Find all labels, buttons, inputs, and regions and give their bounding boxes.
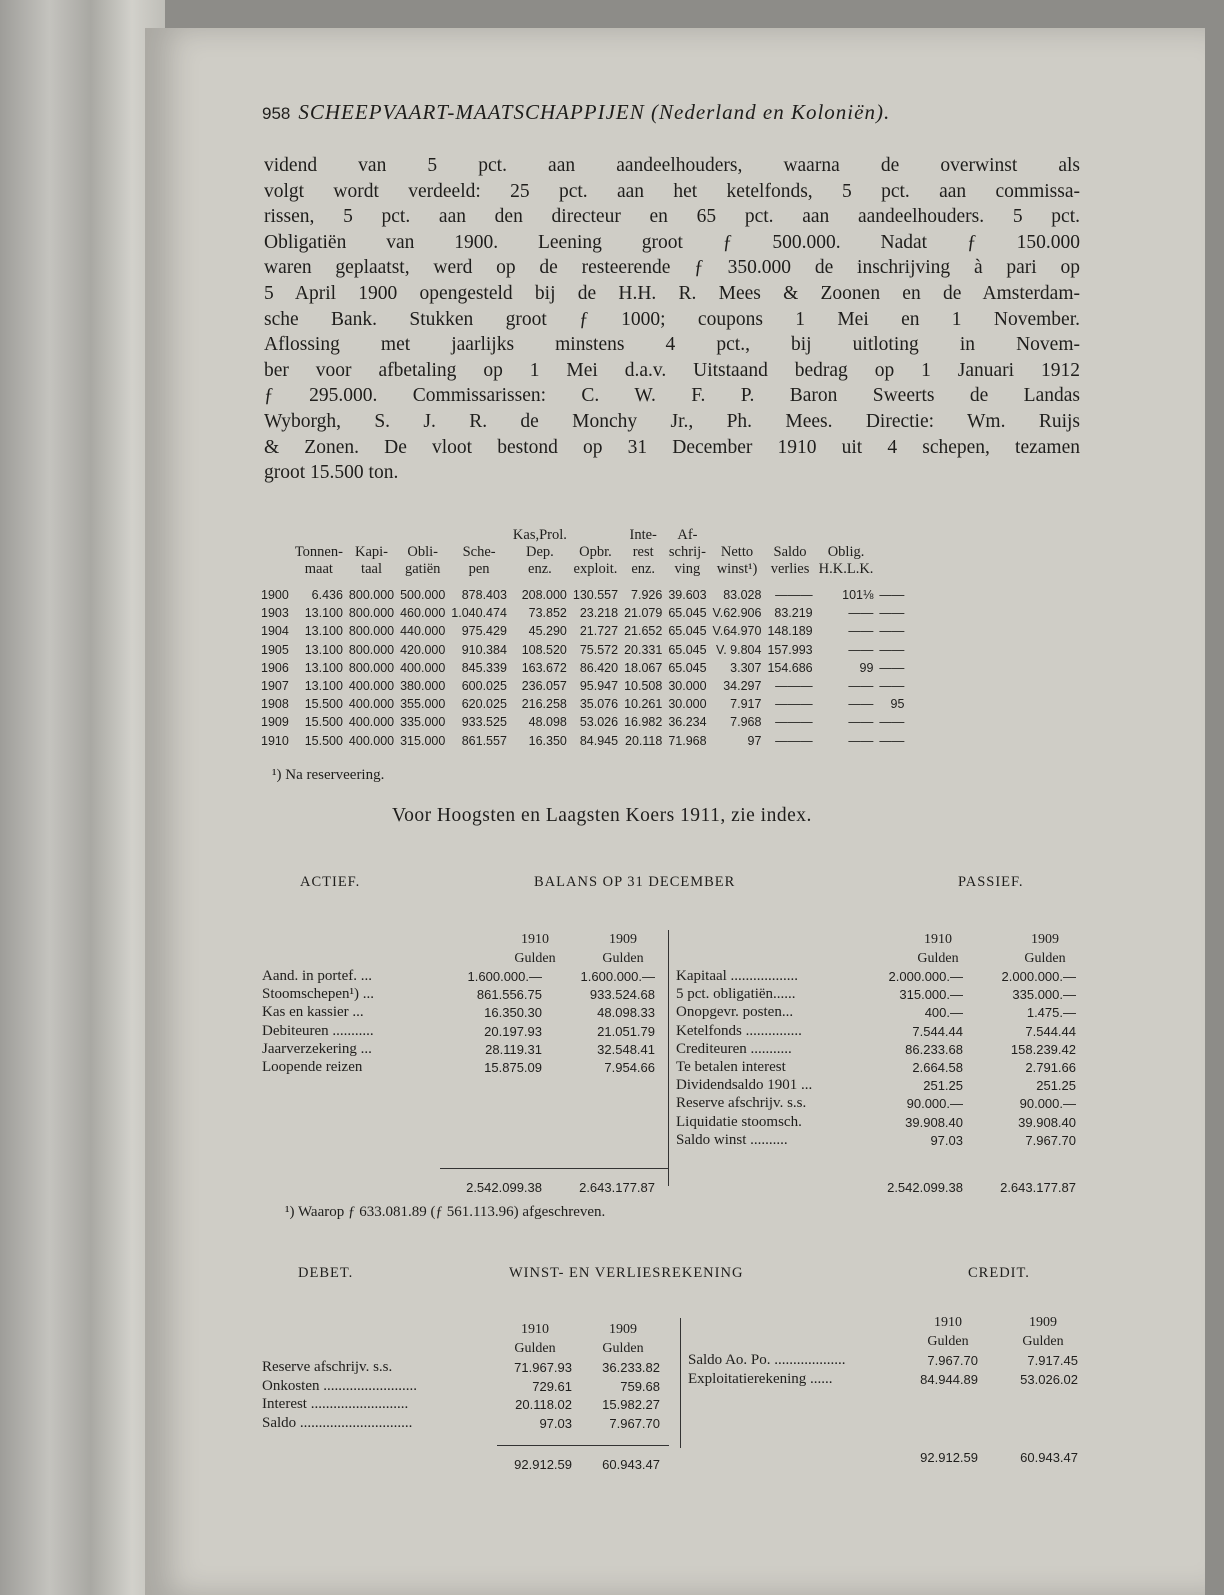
stats-header-cell — [764, 527, 815, 544]
table-cell: 130.557 — [572, 588, 619, 602]
table-cell: 1903 — [261, 606, 289, 621]
table-cell: 800.000 — [348, 606, 395, 621]
table-cell: 7.926 — [631, 588, 663, 602]
table-cell: 7.917 — [730, 697, 762, 712]
winst-debet-cur-1910: Gulden — [514, 1341, 556, 1356]
debet-row-value: 15.982.27 — [602, 1397, 660, 1412]
stats-header-cell: Inte- — [629, 527, 657, 543]
table-row — [258, 604, 907, 622]
passief-row-value: 2.664.58 — [912, 1060, 963, 1075]
paragraph-line: volgt wordt verdeeld: 25 pct. aan het ketelfonds, 5 pct. aan commissa- — [264, 180, 1080, 202]
table-cell: 20.118 — [625, 733, 663, 748]
stats-header-cell: Kas,Prol. — [512, 527, 567, 543]
table-cell: —— — [879, 715, 905, 730]
table-cell: V.64.970 — [712, 624, 762, 639]
passief-row-value: 39.908.40 — [1018, 1114, 1076, 1130]
table-cell: 84.945 — [579, 733, 619, 748]
table-row — [258, 659, 907, 677]
table-cell: 7.968 — [730, 715, 762, 730]
actief-row-label: Stoomschepen¹) ... — [262, 986, 374, 1003]
passief-row-value: 315.000.— — [899, 987, 963, 1003]
table-cell: ——— — [775, 679, 813, 694]
stats-header-cell: Kapi- — [355, 544, 389, 560]
actief-row-value: 32.548.41 — [597, 1041, 655, 1057]
stats-header-cell: rest — [632, 544, 654, 560]
passief-row-value: 90.000.— — [1019, 1096, 1076, 1112]
passief-row-label: Onopgevr. posten... — [676, 1004, 794, 1021]
table-cell: —— — [879, 660, 905, 675]
table-cell: 400.000 — [348, 715, 395, 730]
table-cell: 13.100 — [304, 679, 343, 694]
table-cell: 355.000 — [400, 697, 446, 712]
winst-credit-total-1909: 60.943.47 — [1020, 1450, 1078, 1465]
paragraph-line: & Zonen. De vloot bestond op 31 December 1910 uit 4 schepen, tezamen — [264, 436, 1080, 458]
balans-actief-cur-1910: Gulden — [514, 951, 556, 966]
table-cell: 216.258 — [521, 697, 567, 712]
table-cell: V. 9.804 — [716, 642, 762, 657]
table-cell: 13.100 — [304, 642, 343, 657]
table-cell: 600.025 — [461, 679, 507, 694]
table-cell: 1907 — [261, 679, 289, 694]
passief-row-value: 400.— — [924, 1005, 963, 1021]
table-cell: 861.557 — [461, 733, 507, 748]
passief-row-value: 2.791.66 — [1025, 1060, 1076, 1075]
balans-divider — [668, 930, 669, 1186]
table-cell: 3.307 — [730, 660, 762, 675]
stats-header-cell — [876, 527, 907, 544]
stats-header-cell: Sche- — [462, 544, 496, 560]
table-cell: 163.672 — [521, 660, 567, 675]
table-cell: 440.000 — [400, 624, 446, 639]
winst-debet-total-rule — [497, 1445, 669, 1446]
debet-row-value: 36.233.82 — [602, 1360, 660, 1375]
debet-row-value: 759.68 — [620, 1378, 660, 1394]
paragraph-line: ƒ 295.000. Commissarissen: C. W. F. P. Baron Sweerts de Landas — [264, 385, 1080, 407]
debet-row-value: 20.118.02 — [515, 1397, 572, 1412]
passief-row-label: Liquidatie stoomsch. — [676, 1113, 802, 1130]
passief-row-label: 5 pct. obligatiën...... — [676, 986, 796, 1003]
passief-row-value: 97.03 — [930, 1132, 963, 1148]
actief-row-label: Aand. in portef. ... — [262, 968, 372, 984]
actief-row-value: 15.875.09 — [484, 1060, 542, 1075]
stats-header-cell: Opbr. — [579, 544, 612, 560]
table-cell: 1910 — [261, 733, 289, 748]
actief-row-value: 7.954.66 — [604, 1060, 655, 1075]
paragraph-line: Obligatiën van 1900. Leening groot ƒ 500.000. Nadat ƒ 150.000 — [264, 231, 1080, 253]
table-cell: 1900 — [261, 588, 289, 602]
stats-header-cell — [876, 561, 907, 578]
stats-header-cell — [292, 527, 346, 544]
book-edge — [0, 0, 165, 1595]
stats-header-cell: verlies — [770, 561, 810, 577]
table-cell: ——— — [775, 697, 813, 712]
table-row — [258, 732, 907, 750]
passief-row-value: 158.239.42 — [1010, 1041, 1076, 1057]
passief-row-value: 7.544.44 — [1025, 1023, 1076, 1039]
table-cell: 975.429 — [461, 624, 507, 639]
balans-passief-year-1910: 1910 — [924, 932, 952, 947]
table-cell: 910.384 — [461, 642, 507, 657]
stats-header-row — [258, 561, 907, 578]
table-cell: 335.000 — [400, 715, 446, 730]
winst-debet-cur-1909: Gulden — [602, 1341, 644, 1356]
debet-row-value: 7.967.70 — [609, 1415, 660, 1431]
passief-row-label: Crediteuren ........... — [676, 1040, 792, 1057]
table-cell: 6.436 — [311, 588, 343, 602]
actief-row-value: 1.600.000.— — [467, 969, 542, 984]
balans-actief-total-1909: 2.643.177.87 — [579, 1180, 655, 1195]
credit-row-label: Exploitatierekening ...... — [688, 1370, 833, 1387]
debet-row-label: Interest .......................... — [262, 1396, 409, 1412]
table-cell: —— — [848, 642, 874, 657]
table-cell: 800.000 — [348, 660, 395, 675]
credit-row-value: 84.944.89 — [920, 1371, 978, 1387]
page-header — [262, 100, 890, 125]
table-cell: 16.350 — [528, 733, 567, 748]
table-cell: 400.000 — [348, 733, 395, 748]
table-cell: 15.500 — [304, 715, 343, 730]
table-cell: 73.852 — [528, 606, 567, 621]
table-cell: 800.000 — [348, 642, 395, 657]
table-cell: 10.508 — [624, 679, 663, 694]
table-cell: 933.525 — [461, 715, 507, 730]
statistics-table — [258, 527, 907, 750]
stats-header-cell — [448, 527, 510, 544]
table-cell: 420.000 — [400, 642, 446, 657]
winst-debet-title: DEBET. — [298, 1265, 354, 1281]
stats-header-cell: H.K.L.K. — [818, 561, 874, 577]
paragraph-line: rissen, 5 pct. aan den directeur en 65 pct. aan aandeelhouders. 5 pct. — [264, 206, 1080, 228]
passief-row-label: Saldo winst .......... — [676, 1131, 788, 1148]
table-cell: ——— — [775, 733, 813, 748]
actief-row-value: 21.051.79 — [597, 1023, 655, 1039]
passief-row-value: 90.000.— — [906, 1096, 963, 1112]
actief-row-value: 861.556.75 — [476, 987, 542, 1003]
table-cell: 1909 — [261, 715, 289, 730]
passief-row-label: Kapitaal .................. — [676, 968, 799, 984]
stats-header-cell: Dep. — [526, 544, 554, 560]
balans-passief-total-1910: 2.542.099.38 — [887, 1180, 963, 1195]
table-cell: 20.331 — [624, 642, 663, 657]
table-cell: 236.057 — [521, 679, 567, 694]
stats-header-cell: gatiën — [404, 561, 441, 577]
table-cell: 1906 — [261, 660, 289, 675]
credit-row-value: 53.026.02 — [1020, 1371, 1078, 1387]
paragraph-line: waren geplaatst, werd op de resteerende ƒ 350.000 de inschrijving à pari op — [264, 257, 1080, 279]
page-number: 958 — [262, 104, 291, 123]
stats-header-cell: enz. — [631, 561, 656, 577]
stats-header-cell — [710, 527, 765, 544]
table-cell: 35.076 — [579, 697, 619, 712]
stats-header-cell: ving — [674, 561, 701, 577]
table-cell: 21.727 — [579, 624, 619, 639]
paragraph-line: groot 15.500 ton. — [264, 462, 399, 484]
table-cell: 800.000 — [348, 588, 395, 602]
balans-title: BALANS OP 31 DECEMBER — [534, 874, 736, 890]
stats-footnote: ¹) Na reserveering. — [272, 767, 385, 783]
balans-actief-total-rule — [440, 1168, 668, 1169]
actief-row-value: 48.098.33 — [597, 1005, 655, 1021]
balans-passief-cur-1910: Gulden — [917, 951, 959, 966]
table-cell: 65.045 — [668, 642, 707, 657]
table-cell: 83.028 — [723, 588, 762, 602]
table-cell: 157.993 — [767, 642, 813, 657]
table-cell: —— — [879, 733, 905, 748]
winst-credit-year-1909: 1909 — [1029, 1315, 1057, 1330]
passief-row-value: 7.967.70 — [1025, 1132, 1076, 1148]
paragraph-line: Aflossing met jaarlijks minstens 4 pct., bij uitloting in Novem- — [264, 334, 1080, 356]
paragraph-line: 5 April 1900 opengesteld bij de H.H. R. Mees & Zoonen en de Amsterdam- — [264, 282, 1080, 304]
winst-credit-cur-1909: Gulden — [1022, 1334, 1064, 1349]
table-cell: 878.403 — [461, 588, 507, 602]
stats-header-cell: winst¹) — [716, 561, 758, 577]
stats-header-row — [258, 544, 907, 561]
table-cell: 30.000 — [668, 697, 707, 712]
passief-row-value: 7.544.44 — [912, 1023, 963, 1039]
actief-row-value: 933.524.68 — [589, 987, 655, 1003]
table-cell: 208.000 — [521, 588, 567, 602]
stats-header-cell: Oblig. — [827, 544, 865, 560]
table-cell: 15.500 — [304, 733, 343, 748]
table-cell: ——— — [775, 715, 813, 730]
balans-actief-total-1910: 2.542.099.38 — [466, 1180, 542, 1195]
company-description — [264, 153, 1080, 486]
table-cell: 71.968 — [668, 733, 707, 748]
table-cell: 36.234 — [668, 715, 707, 730]
balans-actief-year-1910: 1910 — [521, 932, 549, 947]
table-cell: 1.040.474 — [451, 606, 507, 621]
table-cell: 400.000 — [400, 660, 446, 675]
paragraph-line: sche Bank. Stukken groot ƒ 1000; coupons 1 Mei en 1 November. — [264, 308, 1080, 330]
table-cell: 10.261 — [624, 697, 663, 712]
paragraph-line: ber voor afbetaling op 1 Mei d.a.v. Uitstaand bedrag op 1 Januari 1912 — [264, 359, 1080, 381]
paragraph-line: Wyborgh, S. J. R. de Monchy Jr., Ph. Mees. Directie: Wm. Ruijs — [264, 410, 1080, 432]
table-cell: 620.025 — [461, 697, 507, 712]
balans-actief-year-1909: 1909 — [609, 932, 637, 947]
actief-row-label: Kas en kassier ... — [262, 1004, 364, 1021]
table-cell: 1905 — [261, 642, 289, 657]
credit-row-value: 7.967.70 — [927, 1353, 978, 1368]
balans-actief-cur-1909: Gulden — [602, 951, 644, 966]
table-cell: ——— — [775, 588, 813, 602]
winst-debet-year-1909: 1909 — [609, 1322, 637, 1337]
stats-header-cell: Saldo — [773, 544, 807, 560]
passief-row-value: 39.908.40 — [905, 1114, 963, 1130]
table-cell: 97 — [747, 733, 762, 748]
table-cell: 500.000 — [400, 588, 446, 602]
table-cell: 95 — [890, 697, 905, 712]
table-cell: 13.100 — [304, 624, 343, 639]
table-row — [258, 586, 907, 604]
stats-header-cell: enz. — [528, 561, 552, 577]
table-cell: 1908 — [261, 697, 289, 712]
table-cell: 21.652 — [624, 624, 663, 639]
winst-credit-title: CREDIT. — [968, 1265, 1030, 1281]
balans-passief-title: PASSIEF. — [958, 874, 1024, 890]
table-cell: —— — [879, 679, 905, 694]
table-cell: —— — [848, 697, 874, 712]
paragraph-line: vidend van 5 pct. aan aandeelhouders, waarna de overwinst als — [264, 155, 1080, 176]
table-row — [258, 641, 907, 659]
actief-row-label: Debiteuren ........... — [262, 1022, 374, 1039]
credit-row-label: Saldo Ao. Po. ................... — [688, 1352, 846, 1368]
table-cell: 86.420 — [579, 660, 619, 675]
winst-debet-total-1910: 92.912.59 — [514, 1457, 572, 1472]
debet-row-label: Reserve afschrijv. s.s. — [262, 1359, 393, 1375]
table-cell: 108.520 — [521, 642, 567, 657]
table-cell: 23.218 — [579, 606, 619, 621]
table-row — [258, 713, 907, 731]
table-cell: —— — [848, 733, 874, 748]
winst-credit-year-1910: 1910 — [934, 1315, 962, 1330]
table-row — [258, 622, 907, 640]
stats-header-cell: Af- — [677, 527, 698, 543]
koers-note: Voor Hoogsten en Laagsten Koers 1911, zie index. — [392, 805, 812, 826]
table-cell: 18.067 — [624, 660, 663, 675]
winst-debet-total-1909: 60.943.47 — [602, 1457, 660, 1472]
winst-debet-year-1910: 1910 — [521, 1322, 549, 1337]
table-cell: 34.297 — [723, 679, 762, 694]
actief-row-label: Jaarverzekering ... — [262, 1040, 372, 1057]
stats-header-cell: schrij- — [668, 544, 706, 560]
table-cell: 65.045 — [668, 624, 707, 639]
table-cell: 13.100 — [304, 660, 343, 675]
table-cell: —— — [848, 715, 874, 730]
table-cell: 460.000 — [400, 606, 446, 621]
stats-header-cell — [876, 544, 907, 561]
stats-header-cell: Netto — [720, 544, 754, 560]
stats-header-cell — [258, 561, 292, 578]
debet-row-value: 71.967.93 — [514, 1360, 572, 1375]
table-cell: 16.982 — [624, 715, 663, 730]
actief-row-value: 28.119.31 — [485, 1041, 542, 1057]
table-cell: V.62.906 — [712, 606, 762, 621]
balans-actief-title: ACTIEF. — [300, 874, 361, 890]
passief-row-value: 2.000.000.— — [888, 969, 963, 984]
passief-row-value: 86.233.68 — [905, 1041, 963, 1057]
table-cell: 21.079 — [624, 606, 663, 621]
table-cell: 400.000 — [348, 697, 395, 712]
stats-header-cell: taal — [361, 561, 382, 577]
passief-row-value: 251.25 — [1036, 1078, 1076, 1094]
passief-row-label: Te betalen interest — [676, 1059, 786, 1075]
stats-header-cell — [346, 527, 397, 544]
table-row — [258, 695, 907, 713]
actief-row-label: Loopende reizen — [262, 1059, 363, 1075]
stats-header-cell — [258, 527, 292, 544]
stats-header-row — [258, 527, 907, 544]
winst-title: WINST- EN VERLIESREKENING — [509, 1265, 744, 1281]
debet-row-label: Onkosten ......................... — [262, 1377, 417, 1394]
balans-footnote: ¹) Waarop ƒ 633.081.89 (ƒ 561.113.96) afgeschreven. — [285, 1204, 606, 1220]
table-cell: —— — [879, 642, 905, 657]
table-cell: 53.026 — [579, 715, 619, 730]
passief-row-label: Dividendsaldo 1901 ... — [676, 1077, 813, 1094]
winst-divider — [680, 1318, 681, 1448]
table-cell: 83.219 — [774, 606, 813, 621]
table-cell: 75.572 — [579, 642, 619, 657]
table-cell: 95.947 — [579, 679, 619, 694]
passief-row-value: 251.25 — [923, 1078, 963, 1094]
actief-row-value: 16.350.30 — [484, 1005, 542, 1021]
credit-row-value: 7.917.45 — [1027, 1353, 1078, 1368]
table-cell: 15.500 — [304, 697, 343, 712]
passief-row-label: Reserve afschrijv. s.s. — [676, 1095, 807, 1112]
stats-spacer-row — [258, 578, 907, 586]
table-cell: —— — [848, 679, 874, 694]
balans-passief-year-1909: 1909 — [1031, 932, 1059, 947]
stats-header-cell: pen — [468, 561, 490, 577]
passief-row-value: 1.475.— — [1026, 1005, 1076, 1021]
debet-row-value: 729.61 — [532, 1378, 572, 1394]
stats-header-cell: Tonnen- — [294, 544, 343, 560]
table-cell: 315.000 — [400, 733, 446, 748]
stats-header-cell: exploit. — [573, 561, 618, 577]
table-row — [258, 677, 907, 695]
stats-header-cell — [397, 527, 448, 544]
table-cell: —— — [879, 588, 905, 602]
stats-header-cell: maat — [304, 561, 333, 577]
table-cell: 39.603 — [668, 588, 707, 602]
actief-row-value: 1.600.000.— — [580, 969, 655, 984]
stats-header-cell: Obli- — [407, 544, 438, 560]
table-cell: 65.045 — [668, 660, 707, 675]
balans-passief-cur-1909: Gulden — [1024, 951, 1066, 966]
table-cell: 13.100 — [304, 606, 343, 621]
debet-row-value: 97.03 — [539, 1415, 572, 1431]
table-cell: 99 — [859, 660, 874, 675]
debet-row-label: Saldo .............................. — [262, 1414, 413, 1431]
balans-passief-total-1909: 2.643.177.87 — [1000, 1180, 1076, 1195]
actief-row-value: 20.197.93 — [484, 1023, 542, 1039]
passief-row-label: Ketelfonds ............... — [676, 1022, 802, 1039]
table-cell: 65.045 — [668, 606, 707, 621]
stats-header-cell — [816, 527, 877, 544]
table-cell: 1904 — [261, 624, 289, 639]
table-cell: 800.000 — [348, 624, 395, 639]
table-cell: 400.000 — [348, 679, 395, 694]
winst-credit-total-1910: 92.912.59 — [920, 1450, 978, 1465]
table-cell: 845.339 — [461, 660, 507, 675]
stats-header-cell — [570, 527, 621, 544]
winst-credit-cur-1910: Gulden — [927, 1334, 969, 1349]
table-cell: 101⅛ — [842, 588, 874, 602]
table-cell: 48.098 — [528, 715, 567, 730]
table-cell: 154.686 — [767, 660, 813, 675]
table-cell: —— — [879, 606, 905, 621]
stats-header-cell — [258, 544, 292, 561]
table-cell: —— — [879, 624, 905, 639]
table-cell: 45.290 — [528, 624, 567, 639]
table-cell: 30.000 — [668, 679, 707, 694]
table-cell: —— — [848, 606, 874, 621]
table-cell: —— — [848, 624, 874, 639]
passief-row-value: 2.000.000.— — [1001, 969, 1076, 984]
table-cell: 148.189 — [767, 624, 813, 639]
passief-row-value: 335.000.— — [1012, 987, 1076, 1003]
table-cell: 380.000 — [400, 679, 446, 694]
page-title: SCHEEPVAART-MAATSCHAPPIJEN (Nederland en Koloniën). — [298, 100, 891, 124]
